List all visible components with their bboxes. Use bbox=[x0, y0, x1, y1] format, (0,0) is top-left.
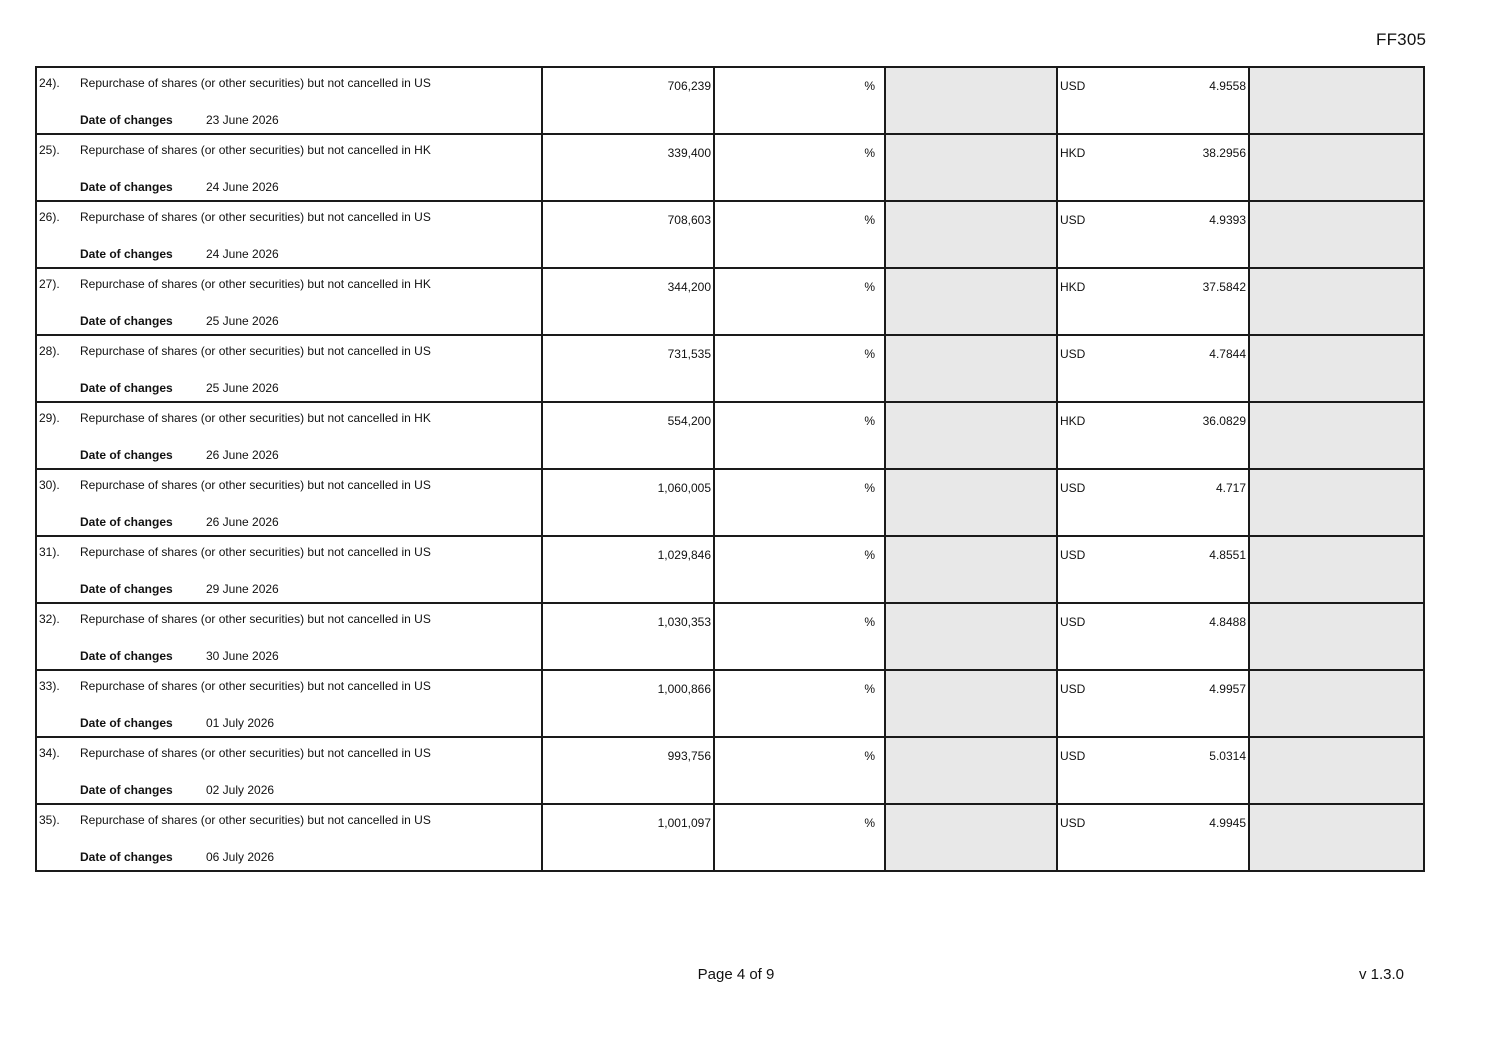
number-of-shares: 339,400 bbox=[667, 146, 711, 160]
price-per-share: 4.8551 bbox=[1209, 548, 1246, 562]
price-cell bbox=[1057, 201, 1249, 268]
date-of-changes-label: Date of changes bbox=[80, 515, 173, 529]
percent-sign: % bbox=[864, 682, 875, 696]
shaded-cell bbox=[1249, 536, 1424, 603]
price-cell bbox=[1057, 335, 1249, 402]
percent-sign: % bbox=[864, 749, 875, 763]
description-cell bbox=[36, 536, 542, 603]
date-of-changes-value: 25 June 2026 bbox=[206, 381, 279, 395]
currency-code: USD bbox=[1060, 79, 1086, 93]
row-index: 31). bbox=[39, 545, 60, 559]
date-of-changes-value: 06 July 2026 bbox=[206, 850, 275, 864]
currency-code: HKD bbox=[1060, 146, 1086, 160]
shaded-cell bbox=[885, 268, 1057, 335]
change-description: Repurchase of shares (or other securities) but not cancelled in US bbox=[80, 478, 431, 492]
shaded-cell bbox=[1249, 469, 1424, 536]
shaded-cell bbox=[885, 603, 1057, 670]
date-of-changes-label: Date of changes bbox=[80, 314, 173, 328]
percent-sign: % bbox=[864, 280, 875, 294]
percentage-cell bbox=[714, 536, 885, 603]
price-cell bbox=[1057, 536, 1249, 603]
table-row bbox=[36, 134, 1424, 201]
change-description: Repurchase of shares (or other securities) but not cancelled in US bbox=[80, 210, 431, 224]
number-of-shares: 1,001,097 bbox=[657, 816, 711, 830]
percentage-cell bbox=[714, 603, 885, 670]
price-per-share: 38.2956 bbox=[1202, 146, 1246, 160]
table-row bbox=[36, 536, 1424, 603]
description-cell bbox=[36, 67, 542, 134]
currency-code: USD bbox=[1060, 816, 1086, 830]
number-of-shares: 993,756 bbox=[667, 749, 711, 763]
description-cell bbox=[36, 670, 542, 737]
table-row bbox=[36, 469, 1424, 536]
date-of-changes-label: Date of changes bbox=[80, 850, 173, 864]
number-of-shares: 1,030,353 bbox=[657, 615, 711, 629]
price-cell bbox=[1057, 268, 1249, 335]
table-row bbox=[36, 268, 1424, 335]
change-description: Repurchase of shares (or other securities) but not cancelled in US bbox=[80, 746, 431, 760]
date-of-changes-label: Date of changes bbox=[80, 448, 173, 462]
percentage-cell bbox=[714, 402, 885, 469]
shaded-cell bbox=[1249, 201, 1424, 268]
table-row bbox=[36, 737, 1424, 804]
shaded-cell bbox=[885, 469, 1057, 536]
shaded-cell bbox=[885, 737, 1057, 804]
currency-code: USD bbox=[1060, 682, 1086, 696]
percentage-cell bbox=[714, 804, 885, 871]
percentage-cell bbox=[714, 67, 885, 134]
currency-code: USD bbox=[1060, 347, 1086, 361]
shaded-cell bbox=[885, 536, 1057, 603]
row-index: 29). bbox=[39, 411, 60, 425]
change-description: Repurchase of shares (or other securities) but not cancelled in US bbox=[80, 813, 431, 827]
description-cell bbox=[36, 603, 542, 670]
currency-code: USD bbox=[1060, 548, 1086, 562]
form-code: FF305 bbox=[1376, 30, 1427, 49]
price-cell bbox=[1057, 134, 1249, 201]
description-cell bbox=[36, 402, 542, 469]
price-per-share: 36.0829 bbox=[1202, 414, 1246, 428]
change-description: Repurchase of shares (or other securities) but not cancelled in US bbox=[80, 344, 431, 358]
shaded-cell bbox=[885, 134, 1057, 201]
date-of-changes-label: Date of changes bbox=[80, 113, 173, 127]
date-of-changes-label: Date of changes bbox=[80, 381, 173, 395]
date-of-changes-value: 30 June 2026 bbox=[206, 649, 279, 663]
shaded-cell bbox=[1249, 737, 1424, 804]
change-description: Repurchase of shares (or other securities) but not cancelled in HK bbox=[80, 143, 431, 157]
shaded-cell bbox=[885, 804, 1057, 871]
price-per-share: 4.717 bbox=[1215, 481, 1246, 495]
number-of-shares-cell bbox=[542, 536, 714, 603]
number-of-shares-cell bbox=[542, 670, 714, 737]
row-index: 24). bbox=[39, 76, 60, 90]
price-per-share: 4.9945 bbox=[1209, 816, 1246, 830]
percent-sign: % bbox=[864, 816, 875, 830]
row-index: 34). bbox=[39, 746, 60, 760]
number-of-shares-cell bbox=[542, 603, 714, 670]
table-row bbox=[36, 603, 1424, 670]
number-of-shares: 1,060,005 bbox=[657, 481, 711, 495]
price-per-share: 4.9558 bbox=[1209, 79, 1246, 93]
number-of-shares: 1,000,866 bbox=[657, 682, 711, 696]
percentage-cell bbox=[714, 670, 885, 737]
percentage-cell bbox=[714, 134, 885, 201]
date-of-changes-label: Date of changes bbox=[80, 716, 173, 730]
percent-sign: % bbox=[864, 481, 875, 495]
price-per-share: 4.9957 bbox=[1209, 682, 1246, 696]
number-of-shares-cell bbox=[542, 335, 714, 402]
shaded-cell bbox=[885, 335, 1057, 402]
number-of-shares-cell bbox=[542, 469, 714, 536]
price-per-share: 4.7844 bbox=[1209, 347, 1246, 361]
shaded-cell bbox=[1249, 134, 1424, 201]
price-cell bbox=[1057, 737, 1249, 804]
percent-sign: % bbox=[864, 79, 875, 93]
percentage-cell bbox=[714, 201, 885, 268]
percent-sign: % bbox=[864, 347, 875, 361]
row-index: 33). bbox=[39, 679, 60, 693]
shaded-cell bbox=[885, 670, 1057, 737]
currency-code: HKD bbox=[1060, 414, 1086, 428]
table-row bbox=[36, 804, 1424, 871]
number-of-shares-cell bbox=[542, 134, 714, 201]
row-index: 30). bbox=[39, 478, 60, 492]
currency-code: USD bbox=[1060, 615, 1086, 629]
row-index: 28). bbox=[39, 344, 60, 358]
description-cell bbox=[36, 201, 542, 268]
shaded-cell bbox=[885, 67, 1057, 134]
date-of-changes-label: Date of changes bbox=[80, 649, 173, 663]
table-row bbox=[36, 670, 1424, 737]
number-of-shares-cell bbox=[542, 201, 714, 268]
description-cell bbox=[36, 804, 542, 871]
price-cell bbox=[1057, 67, 1249, 134]
number-of-shares: 1,029,846 bbox=[657, 548, 711, 562]
table-body bbox=[36, 67, 1424, 871]
shaded-cell bbox=[1249, 335, 1424, 402]
shaded-cell bbox=[1249, 268, 1424, 335]
percent-sign: % bbox=[864, 146, 875, 160]
shaded-cell bbox=[1249, 402, 1424, 469]
number-of-shares-cell bbox=[542, 268, 714, 335]
percent-sign: % bbox=[864, 414, 875, 428]
date-of-changes-value: 24 June 2026 bbox=[206, 180, 279, 194]
number-of-shares-cell bbox=[542, 804, 714, 871]
shaded-cell bbox=[1249, 603, 1424, 670]
price-cell bbox=[1057, 402, 1249, 469]
percentage-cell bbox=[714, 268, 885, 335]
table-row bbox=[36, 402, 1424, 469]
number-of-shares-cell bbox=[542, 402, 714, 469]
number-of-shares-cell bbox=[542, 737, 714, 804]
date-of-changes-label: Date of changes bbox=[80, 783, 173, 797]
table-row bbox=[36, 201, 1424, 268]
date-of-changes-value: 25 June 2026 bbox=[206, 314, 279, 328]
percentage-cell bbox=[714, 469, 885, 536]
date-of-changes-value: 02 July 2026 bbox=[206, 783, 275, 797]
change-description: Repurchase of shares (or other securities) but not cancelled in US bbox=[80, 612, 431, 626]
date-of-changes-value: 01 July 2026 bbox=[206, 716, 275, 730]
shaded-cell bbox=[1249, 670, 1424, 737]
change-description: Repurchase of shares (or other securities) but not cancelled in US bbox=[80, 76, 431, 90]
price-per-share: 37.5842 bbox=[1202, 280, 1246, 294]
percentage-cell bbox=[714, 335, 885, 402]
row-index: 35). bbox=[39, 813, 60, 827]
percentage-cell bbox=[714, 737, 885, 804]
price-cell bbox=[1057, 603, 1249, 670]
price-per-share: 4.9393 bbox=[1209, 213, 1246, 227]
price-cell bbox=[1057, 469, 1249, 536]
price-cell bbox=[1057, 670, 1249, 737]
currency-code: HKD bbox=[1060, 280, 1086, 294]
change-description: Repurchase of shares (or other securities) but not cancelled in US bbox=[80, 545, 431, 559]
shaded-cell bbox=[885, 402, 1057, 469]
change-description: Repurchase of shares (or other securities) but not cancelled in US bbox=[80, 679, 431, 693]
price-cell bbox=[1057, 804, 1249, 871]
number-of-shares: 706,239 bbox=[667, 79, 711, 93]
description-cell bbox=[36, 134, 542, 201]
date-of-changes-value: 26 June 2026 bbox=[206, 448, 279, 462]
date-of-changes-label: Date of changes bbox=[80, 180, 173, 194]
currency-code: USD bbox=[1060, 213, 1086, 227]
currency-code: USD bbox=[1060, 481, 1086, 495]
table-row bbox=[36, 335, 1424, 402]
row-index: 27). bbox=[39, 277, 60, 291]
percent-sign: % bbox=[864, 548, 875, 562]
change-description: Repurchase of shares (or other securities) but not cancelled in HK bbox=[80, 411, 431, 425]
row-index: 25). bbox=[39, 143, 60, 157]
description-cell bbox=[36, 469, 542, 536]
percent-sign: % bbox=[864, 615, 875, 629]
description-cell bbox=[36, 335, 542, 402]
date-of-changes-value: 29 June 2026 bbox=[206, 582, 279, 596]
number-of-shares: 344,200 bbox=[667, 280, 711, 294]
date-of-changes-label: Date of changes bbox=[80, 582, 173, 596]
form-version: v 1.3.0 bbox=[1359, 966, 1405, 983]
row-index: 26). bbox=[39, 210, 60, 224]
date-of-changes-value: 24 June 2026 bbox=[206, 247, 279, 261]
table-row bbox=[36, 67, 1424, 134]
number-of-shares-cell bbox=[542, 67, 714, 134]
page-number: Page 4 of 9 bbox=[697, 966, 775, 983]
price-per-share: 4.8488 bbox=[1209, 615, 1246, 629]
shaded-cell bbox=[885, 201, 1057, 268]
date-of-changes-label: Date of changes bbox=[80, 247, 173, 261]
description-cell bbox=[36, 737, 542, 804]
percent-sign: % bbox=[864, 213, 875, 227]
change-description: Repurchase of shares (or other securities) but not cancelled in HK bbox=[80, 277, 431, 291]
row-index: 32). bbox=[39, 612, 60, 626]
shaded-cell bbox=[1249, 804, 1424, 871]
shaded-cell bbox=[1249, 67, 1424, 134]
date-of-changes-value: 26 June 2026 bbox=[206, 515, 279, 529]
currency-code: USD bbox=[1060, 749, 1086, 763]
share-changes-table bbox=[35, 66, 1425, 872]
price-per-share: 5.0314 bbox=[1209, 749, 1246, 763]
description-cell bbox=[36, 268, 542, 335]
number-of-shares: 708,603 bbox=[667, 213, 711, 227]
number-of-shares: 731,535 bbox=[667, 347, 711, 361]
date-of-changes-value: 23 June 2026 bbox=[206, 113, 279, 127]
number-of-shares: 554,200 bbox=[667, 414, 711, 428]
